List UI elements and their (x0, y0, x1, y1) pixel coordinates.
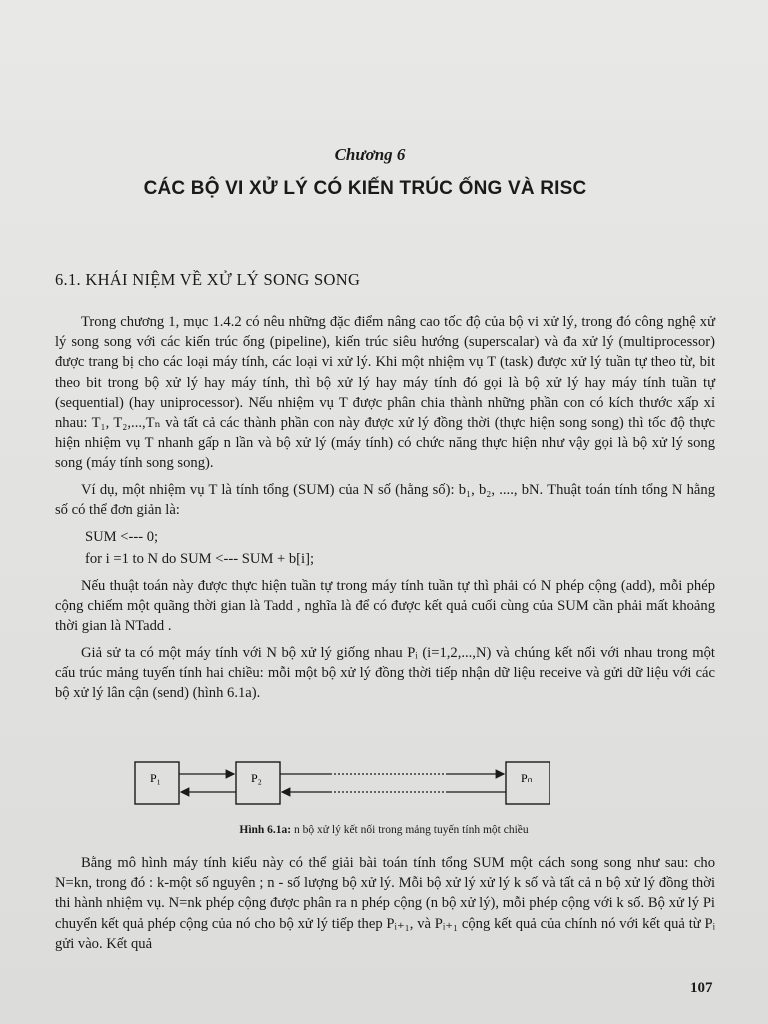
processor-label-pn: Pₙ (521, 771, 533, 785)
figure-linear-array (130, 756, 550, 816)
paragraph-sequential: Nếu thuật toán này được thực hiện tuần tự trong máy tính tuần tự thì phải có N phép cộng (add), mỗi phép cộng chiếm một quãng thời gian là Tadd , nghĩa là để có được kết quả cuối cùng của SUM cần phải mất khoảng thời gian là NTadd . (55, 578, 715, 635)
paragraph-intro: Trong chương 1, mục 1.4.2 có nêu những đặc điểm nâng cao tốc độ của bộ vi xử lý, trong đó công nghệ xử lý song song với các kiến trúc ống (pipeline), kiến trúc siêu hướng (superscalar) và đa xử lý (multiprocessor) được trang bị cho các loại máy tính, các loại vi xử lý. Khi một nhiệm vụ T (task) được xử lý tuần tự theo từ, bit theo bit trong bộ xử lý hay máy tính, thì bộ xử lý hay máy tính đó gọi là bộ xử lý hay máy tính tuần tự (sequential) (hay uniprocessor). Nếu nhiệm vụ T được phân chia thành những phần con có kích thước xấp xỉ nhau: T₁, T₂,...,Tₙ và tất cả các thành phần con này được xử lý đồng thời (thực hiện song song) thì tốc độ thực hiện nhiệm vụ T nhanh gấp n lần và bộ xử lý (máy tính) có chức năng thực hiện như vậy gọi là bộ xử lý song song (máy tính song song). (55, 314, 715, 472)
caption-label: Hình 6.1a: (239, 824, 292, 836)
body-block-1 (55, 312, 715, 709)
caption-text: n bộ xử lý kết nối trong mảng tuyến tính một chiều (291, 824, 529, 836)
code-line-init: SUM <--- 0; (85, 529, 159, 546)
paragraph-example: Ví dụ, một nhiệm vụ T là tính tổng (SUM) của N số (hằng số): b₁, b₂, ...., bN. Thuật toán tính tổng N hằng số có thể đơn giản là: (55, 481, 715, 518)
figure-caption (0, 824, 768, 836)
paragraph-parallel-sum: Bằng mô hình máy tính kiểu này có thể giải bài toán tính tổng SUM một cách song song như sau: cho N=kn, trong đó : k-một số nguyên ; n - số lượng bộ xử lý. Mỗi bộ xử lý xử lý k số và tất cả n bộ xử lý đồng thời thi hành nhiệm vụ. N=nk phép cộng được phân ra n phép cộng (n bộ xử lý), mỗi phép cộng với k số. Bộ xử lý Pi chuyển kết quả phép cộng của nó cho bộ xử lý tiếp thep Pᵢ₊₁, và Pᵢ₊₁ cộng kết quả của chính nó với kết quả từ Pᵢ gửi vào. Kết quả (55, 855, 715, 952)
processor-label-p1: P₁ (150, 771, 161, 785)
paragraph-parallel-machine: Giả sử ta có một máy tính với N bộ xử lý giống nhau Pᵢ (i=1,2,...,N) và chúng kết nối với nhau trong một cấu trúc mảng tuyến tính hai chiều: mỗi một bộ xử lý đồng thời tiếp nhận dữ liệu receive và gửi dữ liệu với các bộ xử lý lân cận (send) (hình 6.1a). (55, 644, 715, 702)
code-line-loop: for i =1 to N do SUM <--- SUM + b[i]; (85, 551, 314, 568)
body-block-2 (55, 853, 715, 960)
processor-label-p2: P₂ (251, 771, 262, 785)
chapter-title: CÁC BỘ VI XỬ LÝ CÓ KIẾN TRÚC ỐNG VÀ RISC (143, 178, 587, 199)
section-heading: 6.1. KHÁI NIỆM VỀ XỬ LÝ SONG SONG (55, 270, 361, 289)
chapter-label: Chương 6 (334, 145, 406, 164)
page-number: 107 (690, 980, 713, 996)
